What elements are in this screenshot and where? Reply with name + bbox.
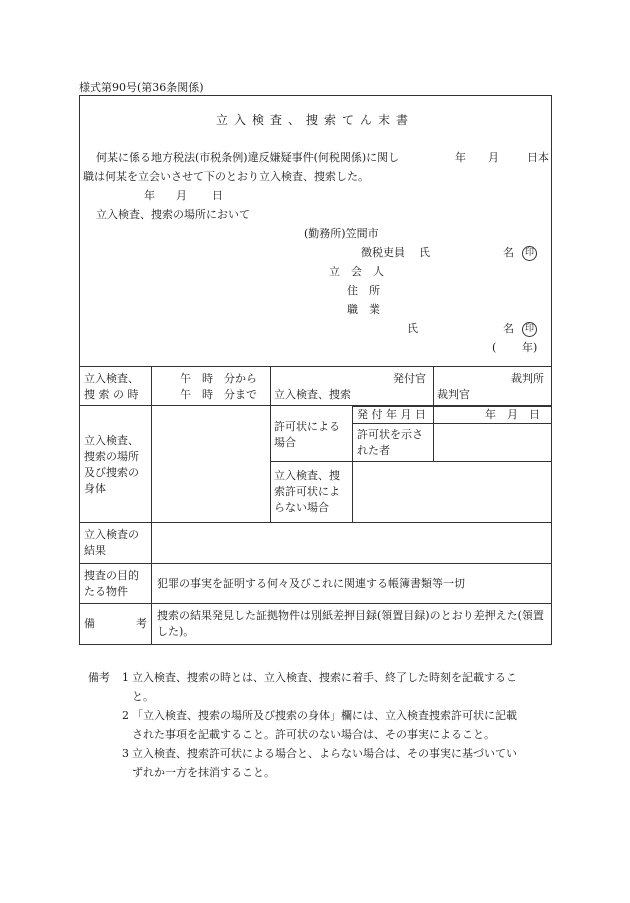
notes-heading: 備考: [88, 671, 110, 684]
intro-month: 月: [488, 151, 499, 164]
divider: [433, 366, 434, 461]
note-item: [88, 706, 558, 744]
divider: [270, 366, 271, 522]
divider: [79, 522, 552, 523]
divider: [79, 563, 552, 564]
intro-year: 年: [455, 151, 466, 164]
time-label-1: 立入検査、: [84, 372, 139, 385]
issuer-kind: 立入検査、捜索: [274, 388, 351, 401]
result-label: 立入検査の結果: [84, 528, 139, 557]
date-year: 年: [144, 189, 155, 202]
intro-line-2: 職は何某を立会いさせて下のとおり立入検査、捜索した。: [83, 170, 369, 183]
address-label: 住 所: [347, 284, 380, 297]
issue-date-label: 発 付 年 月 日: [357, 408, 426, 421]
time-from: 午 時 分から: [180, 372, 257, 385]
note-text: ずれか一方を抹消すること。: [132, 766, 275, 779]
court-officer: 裁判官: [437, 388, 470, 401]
court-label: 裁判所: [511, 372, 544, 385]
divider: [352, 405, 353, 522]
office-label: (勤務所)笠間市: [304, 227, 379, 240]
note-text: 「立入検査、捜索の場所及び捜索の身体」欄には、立入検査捜索許可状に記載: [132, 709, 517, 722]
warrant-shown-to-label: 許可状を示された者: [357, 428, 423, 457]
note-number: 1: [122, 671, 129, 684]
issue-date-value: 年 月 日: [485, 408, 540, 421]
place-label: 立入検査、捜索の場所及び捜索の身体: [84, 434, 139, 495]
name-mei-2: 名: [503, 322, 514, 335]
note-item: [88, 744, 558, 782]
object-value: 犯罪の事実を証明する何々及びこれに関連する帳簿書類等一切: [157, 577, 465, 590]
divider: [151, 366, 152, 645]
note-text: 立入検査、捜索の時とは、立入検査、捜索に着手、終了した時刻を記載するこ: [132, 671, 517, 684]
object-label: 捜査の目的たる物件: [84, 569, 139, 598]
divider: [79, 366, 552, 367]
divider: [352, 423, 552, 424]
date-month: 月: [176, 189, 187, 202]
note-text: された事項を記載すること。許可状のない場合は、その事実によること。: [132, 728, 495, 741]
divider: [270, 461, 552, 462]
warrant-case-label: 許可状による場合: [274, 420, 340, 449]
time-label-2: 捜 索 の 時: [84, 388, 139, 401]
notes-section: [88, 668, 558, 782]
witness-label: 立 会 人: [329, 265, 384, 278]
form-number-label: 様式第90号(第36条関係): [79, 81, 204, 94]
name-mei: 名: [503, 246, 514, 259]
seal-icon: 印: [522, 246, 537, 261]
note-text: 立入検査、捜索許可状による場合と、よらない場合は、その事実に基づいてい: [132, 747, 517, 760]
date-day: 日: [212, 189, 223, 202]
no-warrant-case-label: 立入検査、捜索許可状によらない場合: [274, 469, 340, 514]
place-line: 立入検査、捜索の場所において: [96, 208, 250, 221]
intro-line-1: 何某に係る地方税法(市税条例)違反嫌疑事件(何税関係)に関し: [96, 151, 400, 164]
note-number: 3: [122, 747, 129, 760]
note-item: [88, 668, 558, 706]
remarks-label-b: 考: [136, 617, 147, 630]
document-title: 立入検査、捜索てん末書: [215, 113, 414, 127]
official-label: 徴税吏員: [361, 246, 405, 259]
age-open: (: [492, 341, 497, 354]
note-text: と。: [132, 690, 154, 703]
remarks-label-a: 備: [84, 617, 95, 630]
issuer-label: 発付官: [393, 372, 426, 385]
name-shi-2: 氏: [407, 322, 418, 335]
note-number: 2: [122, 709, 129, 722]
intro-day: 日本: [527, 151, 549, 164]
divider: [79, 405, 552, 406]
occupation-label: 職 業: [347, 303, 380, 316]
time-to: 午 時 分まで: [180, 388, 257, 401]
remarks-value: 捜索の結果発見した証拠物件は別紙差押目録(領置目録)のとおり差押えた(領置した)。: [157, 609, 544, 638]
name-shi: 氏: [419, 246, 430, 259]
seal-icon: 印: [522, 322, 537, 337]
divider: [79, 603, 552, 604]
age-close: 年): [522, 341, 538, 354]
